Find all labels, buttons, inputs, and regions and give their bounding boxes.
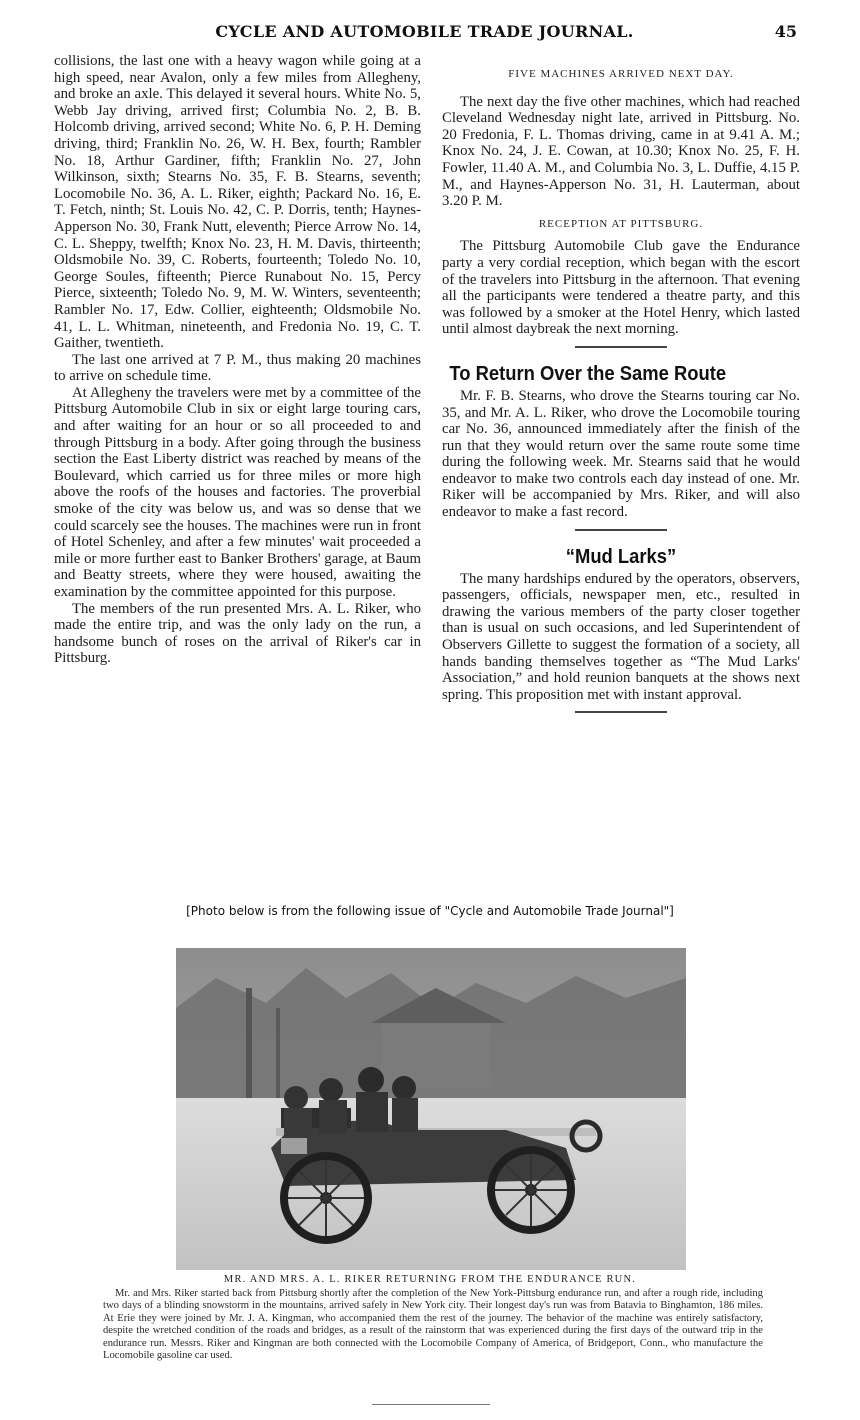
left-paragraph-4: The members of the run presented Mrs. A. L. Riker, who made the entire trip, and was the only lady on the run, a handsome bunch of roses on the arrival of Riker's car in Pittsburg. <box>54 600 421 667</box>
automobile-photo-icon <box>176 948 686 1270</box>
photo-caption: MR. AND MRS. A. L. RIKER RETURNING FROM THE ENDURANCE RUN. <box>223 1274 637 1285</box>
left-paragraph-3: At Allegheny the travelers were met by a committee of the Pittsburg Automobile Club in six or eight large touring cars, and after waiting for an hour or so all proceeded to and through Pittsburg in a body. After going through the business section the East Liberty district was reached by means of the Boulevard, which carried us for three miles or more high above the roofs of the houses and factories. The proverbial smoke of the city was below us, and was so dense that we could scarcely see the houses. The machines were run in front of Hotel Schenley, and after a few minutes' wait proceeded a mile or more further east to Banker Brothers' garage, at Baum and Beatty streets, where they were housed, awaiting the examination by the committee appointed for this purpose. <box>54 384 421 600</box>
subhead-five-machines: FIVE MACHINES ARRIVED NEXT DAY. <box>508 68 734 80</box>
section-divider <box>575 529 667 531</box>
photo-source-note: [Photo below is from the following issue of "Cycle and Automobile Trade Journal"] <box>186 904 674 918</box>
page-header <box>52 22 797 42</box>
right-paragraph-3: Mr. F. B. Stearns, who drove the Stearns touring car No. 35, and Mr. A. L. Riker, who drove the Locomobile touring car No. 36, announced immediately after the finish of the run that they would return over the same route some time during the following week. Mr. Stearns said that he would endeavor to make two controls each day instead of one. Mr. Riker will be accompanied by Mrs. Riker, and will also endeavor to make a fast record. <box>442 387 800 521</box>
section-divider <box>575 346 667 348</box>
left-paragraph-2: The last one arrived at 7 P. M., thus making 20 machines to arrive on schedule time. <box>54 351 421 385</box>
right-paragraph-1: The next day the five other machines, which had reached Cleveland Wednesday night late, arrived in Pittsburg. No. 20 Fredonia, F. L. Thomas driving, came in at 9.41 A. M.; Knox No. 24, J. E. Cowan, at 10.30; Knox No. 25, F. H. Fowler, 11.40 A. M., and Columbia No. 3, L. Duffie, 4.15 P. M., and Haynes-Apperson No. 31, H. Lauterman, about 3.20 P. M. <box>442 93 800 210</box>
subhead-reception: RECEPTION AT PITTSBURG. <box>538 217 704 230</box>
journal-title: CYCLE AND AUTOMOBILE TRADE JOURNAL. <box>215 22 634 41</box>
left-paragraph-1: collisions, the last one with a heavy wagon while going at a high speed, near Avalon, only a few miles from Allegheny, and broke an axle. This delayed it several hours. White No. 5, Webb Jay driving, arrived first; Columbia No. 2, B. B. Holcomb driving, arrived second; White No. 6, P. H. Deming driving, third; Franklin No. 26, W. H. Bex, fourth; Rambler No. 18, Arthur Gardiner, fifth; Franklin No. 27, John Wilkinson, sixth; Stearns No. 35, F. B. Stearns, seventh; Locomobile No. 36, A. L. Riker, eighth; Packard No. 16, E. T. Fetch, ninth; St. Louis No. 42, C. P. Dorris, tenth; Haynes-Apperson No. 30, Frank Nutt, eleventh; Pierce Arrow No. 14, C. L. Sheppy, twelfth; Knox No. 23, H. M. Davis, thirteenth; Oldsmobile No. 39, C. Roberts, fourteenth; Toledo No. 10, George Soules, fifteenth; Pierce Runabout No. 15, Percy Pierce, sixteenth; Toledo No. 9, M. W. Winters, seventeenth; Rambler No. 17, Edw. Collier, eighteenth; Oldsmobile No. 41, L. L. Whitman, nineteenth, and Fredonia No. 19, C. T. Gaither, twentieth. <box>54 53 421 352</box>
bottom-divider <box>372 1404 490 1405</box>
vintage-automobile-photo <box>176 948 686 1270</box>
heading-mud-larks: “Mud Larks” <box>565 545 677 568</box>
photo-description: Mr. and Mrs. Riker started back from Pittsburg shortly after the completion of the New York-Pittsburg endurance run, and after a rough ride, including two days of a blinding snowstorm in the mountains, arrived safely in New York city. Their longest day's run was from Batavia to Binghamton, 186 miles. At Erie they were joined by Mr. J. A. Kingman, who accompanied them the rest of the journey. The behavior of the machine was entirely satisfactory, despite the wretched condition of the roads and bridges, as a result of the rainstorm that was experienced during the first days of the outward trip in the endurance run. Messrs. Riker and Kingman are both connected with the Locomobile Company of America, of Bridgeport, Conn., who manufacture the Locomobile gasoline car used. <box>103 1288 763 1362</box>
right-paragraph-2: The Pittsburg Automobile Club gave the Endurance party a very cordial reception, which began with the escort of the travelers into Pittsburg in the afternoon. That evening all the participants were tendered a theatre party, and this was followed by a smoker at the Hotel Henry, which lasted until almost daybreak the next morning. <box>442 238 800 338</box>
heading-return-route: To Return Over the Same Route <box>449 362 727 385</box>
section-divider <box>575 711 667 713</box>
right-paragraph-4: The many hardships endured by the operators, observers, passengers, officials, newspaper men, etc., resulted in drawing the various members of the party closer together than is usual on such occasions, and led Superintendent of Observers Gillette to suggest the formation of a society, all hands banding themselves together as “The Mud Larks' Association,” and hold reunion banquets at the shows next spring. This proposition met with instant approval. <box>442 570 800 703</box>
right-column <box>442 66 800 723</box>
page-number: 45 <box>774 22 797 41</box>
left-column <box>54 53 421 667</box>
